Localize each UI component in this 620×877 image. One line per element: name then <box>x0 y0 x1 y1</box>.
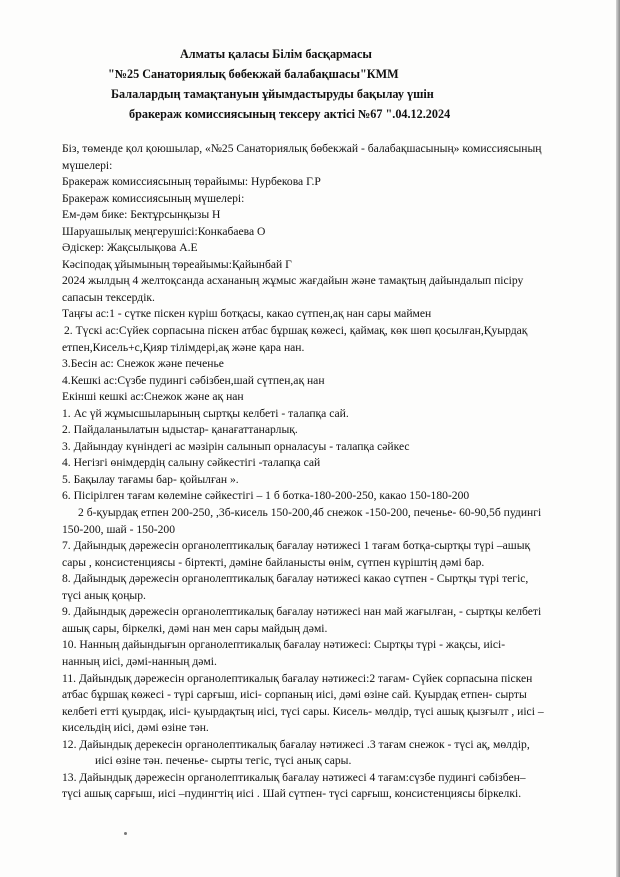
document-body <box>62 141 590 803</box>
check-item: 7. Дайындық дәрежесін органолептикалық бағалау нәтижесі 1 тағам ботқа-сыртқы түрі –ашық <box>62 539 531 553</box>
check-item: 3. Дайындау күніндегі ас мәзірін салынып орналасуы - талапқа сәйкес <box>62 439 410 453</box>
check-item: 13. Дайындық дәрежесін органолептикалық бағалау нәтижесі 4 тағам:сүзбе пудингі сәбізбен– <box>62 770 526 784</box>
header-purpose: Балалардың тамақтануын ұйымдастыруды бақылау үшін <box>111 87 434 101</box>
menu-line: 4.Кешкі ас:Сүзбе пудингі сәбізбен,шай сүтпен,ақ нан <box>62 373 325 387</box>
header-act-title: бракераж комиссиясының тексеру актісі №67 ".04.12.2024 <box>129 107 451 121</box>
menu-line: 3.Бесін ас: Снежок және печенье <box>62 357 224 371</box>
text-line: Кәсіподақ ұйымының төреайымы:Қайынбай Г <box>62 257 292 271</box>
check-item: кисельдің иісі, дәмі өзіне тән. <box>62 721 209 735</box>
check-item: 12. Дайындық дерекесін органолептикалық бағалау нәтижесі .3 тағам снежок - түсі ақ, мөлдір, <box>62 737 530 751</box>
text-line: 2024 жылдың 4 желтоқсанда асхананың жұмыс жағдайын және тамақтың дайындалып пісіру <box>62 274 524 288</box>
header-organization: Алматы қаласы Білім басқармасы <box>180 47 372 61</box>
text-line: Біз, төменде қол қоюшылар, «№25 Санаториялық бөбекжай - балабақшасының» комиссиясының <box>62 142 542 155</box>
check-item: ашық сары, біркелкі, дәмі нан мен сары майдың дәмі. <box>62 621 328 635</box>
menu-line: Таңғы ас:1 - сүтке піскен күріш ботқасы, какао сүтпен,ақ нан сары маймен <box>62 307 432 321</box>
check-item: 2. Пайдаланылатын ыдыстар- қанағаттанарлық. <box>62 423 298 437</box>
check-item: түсі анық қоңыр. <box>62 588 146 602</box>
check-item: 1. Ас үй жұмысшыларының сыртқы келбеті - талапқа сай. <box>62 406 349 420</box>
check-item: сары , консистенциясы - біртекті, дәміне байланысты өнім, сүтпен күріштің дәмі бар. <box>62 555 485 569</box>
document-header <box>0 44 620 124</box>
text-line: мүшелері: <box>62 158 113 172</box>
text-line: Шаруашылық меңгерушісі:Конкабаева О <box>62 224 266 238</box>
check-item: нанның иісі, дәмі-нанның дәмі. <box>62 654 217 668</box>
check-item: иісі өзіне тән. печенье- сырты тегіс, түсі анық сары. <box>95 754 352 768</box>
check-item: 150-200, шай - 150-200 <box>62 522 176 536</box>
menu-line: етпен,Кисель+с,Қияр тілімдері,ақ және қара нан. <box>62 340 305 354</box>
header-institution: "№25 Санаториялық бөбекжай балабақшасы"КММ <box>108 67 399 81</box>
check-item: түсі ашық сарғыш, иісі –пудингтің иісі . Шай сүтпен- түсі сарғыш, консистенциясы біркелкі. <box>62 787 522 801</box>
scan-speck <box>124 832 127 835</box>
text-line: Әдіскер: Жақсылықова А.Е <box>62 241 198 255</box>
check-item: 9. Дайындық дәрежесін органолептикалық бағалау нәтижесі нан май жағылған, - сыртқы келбеті <box>62 605 542 619</box>
menu-line: Екінші кешкі ас:Снежок және ақ нан <box>62 390 244 404</box>
check-item: келбеті етті қуырдақ, иісі- қуырдақтың иісі, түсі сары. Кисель- мөлдір, түсі ашық қызғылт , иісі – <box>62 704 544 718</box>
check-item: 8. Дайындық дәрежесін органолептикалық бағалау нәтижесі какао сүтпен - Сыртқы түрі тегіс, <box>62 572 529 586</box>
text-line: Бракераж комиссиясының төрайымы: Нурбекова Г.Р <box>62 175 321 189</box>
text-line: сапасын тексердік. <box>62 290 155 304</box>
check-item: 4. Негізгі өнімдердің салыну сәйкестігі -талапқа сай <box>62 456 321 470</box>
check-item: 6. Пісірілген тағам көлеміне сәйкестігі – 1 б ботка-180-200-250, какао 150-180-200 <box>62 489 470 503</box>
check-item: 2 б-қуырдақ етпен 200-250, ,3б-кисель 150-200,4б снежок -150-200, печенье- 60-90,5б пудингі <box>78 506 542 520</box>
menu-line: 2. Түскі ас:Сүйек сорпасына піскен атбас бұршақ көжесі, қаймақ, көк шөп қосылған,Қуырдақ <box>64 324 528 338</box>
scan-edge-shadow <box>616 0 620 877</box>
check-item: атбас бұршақ көжесі - түрі сарғыш, иісі- сорпаның иісі, дәмі өзіне сай. Қуырдақ етпен- сырты <box>62 688 527 702</box>
check-item: 11. Дайындық дәрежесін органолептикалық бағалау нәтижесі:2 тағам- Сүйек сорпасына піскен <box>62 671 533 685</box>
text-line: Ем-дәм бике: Бектұрсынқызы Н <box>62 208 221 222</box>
text-line: Бракераж комиссиясының мүшелері: <box>62 191 245 205</box>
check-item: 10. Нанның дайындығын органолептикалық бағалау нәтижесі: Сыртқы түрі - жақсы, иісі- <box>62 638 506 652</box>
check-item: 5. Бақылау тағамы бар- қойылған ». <box>62 472 239 486</box>
